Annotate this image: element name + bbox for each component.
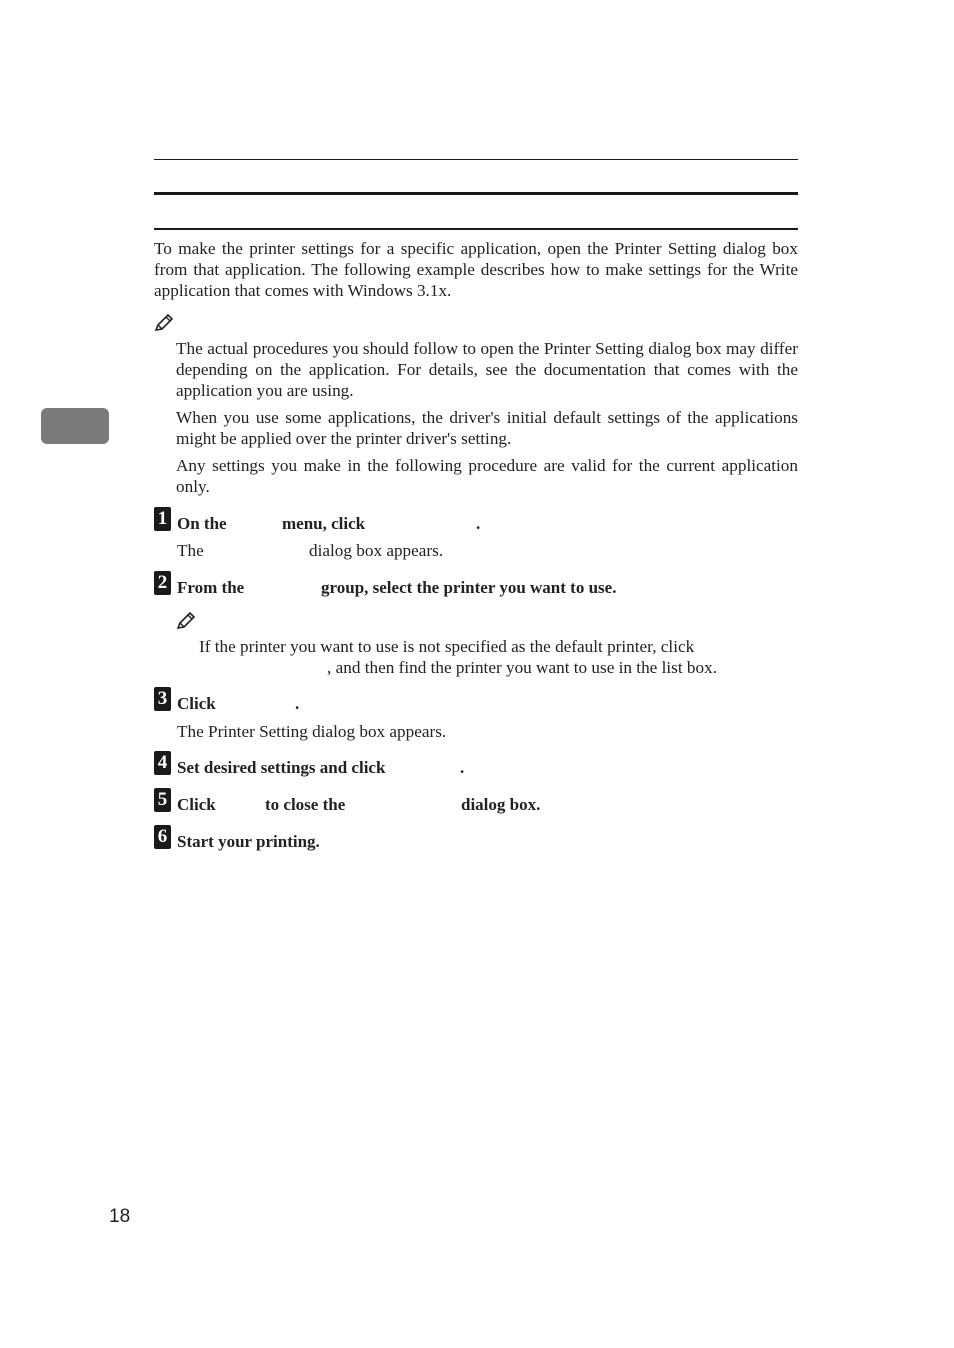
step-1-text-a: On the: [177, 514, 227, 533]
header-rule-bottom: [154, 228, 798, 230]
step-2-text-a: From the: [177, 578, 245, 597]
step-1-result-a: The: [177, 541, 204, 560]
step-number-5: 5: [154, 788, 171, 812]
step-4-text-a: Set desired settings and click: [177, 758, 386, 777]
step-3-result: The Printer Setting dialog box appears.: [177, 722, 447, 741]
note-item-2: When you use some applications, the driver's initial default settings of the applications might be applied over the printer driver's setting.: [176, 408, 798, 448]
step-1-result-b: dialog box appears.: [309, 541, 444, 560]
step-2-note-b: , and then find the printer you want to use in the list box.: [327, 658, 717, 677]
page-number: 18: [109, 1206, 131, 1227]
step-4-text-b: .: [460, 758, 465, 777]
step-number-4: 4: [154, 751, 171, 775]
intro-paragraph: To make the printer settings for a specific application, open the Printer Setting dialog box from that application. The following example describes how to make settings for the Write application that comes with Windows 3.1x.: [154, 239, 798, 300]
step-2-note-a: If the printer you want to use is not specified as the default printer, click: [199, 637, 695, 656]
note-pencil-icon: [154, 314, 174, 332]
step-2-note-pencil-icon: [176, 612, 196, 630]
step-5-text-a: Click: [177, 795, 216, 814]
note-item-1: The actual procedures you should follow to open the Printer Setting dialog box may differ depending on the application. For details, see the documentation that comes with the application you are using.: [176, 339, 798, 400]
note-item-3: Any settings you make in the following procedure are valid for the current application only.: [176, 456, 798, 496]
step-number-6: 6: [154, 825, 171, 849]
step-2-text-b: group, select the printer you want to use.: [321, 578, 617, 597]
header-rule-top: [154, 159, 798, 160]
step-3-text-a: Click: [177, 694, 216, 713]
step-number-1: 1: [154, 507, 171, 531]
chapter-tab: [41, 408, 109, 444]
step-6-text: Start your printing.: [177, 832, 320, 851]
header-rule-thick: [154, 192, 798, 195]
step-5-text-b: to close the: [265, 795, 346, 814]
step-number-3: 3: [154, 687, 171, 711]
step-1-text-b: menu, click: [282, 514, 366, 533]
step-3-text-b: .: [295, 694, 300, 713]
step-number-2: 2: [154, 571, 171, 595]
step-1-text-c: .: [476, 514, 481, 533]
step-5-text-c: dialog box.: [461, 795, 541, 814]
